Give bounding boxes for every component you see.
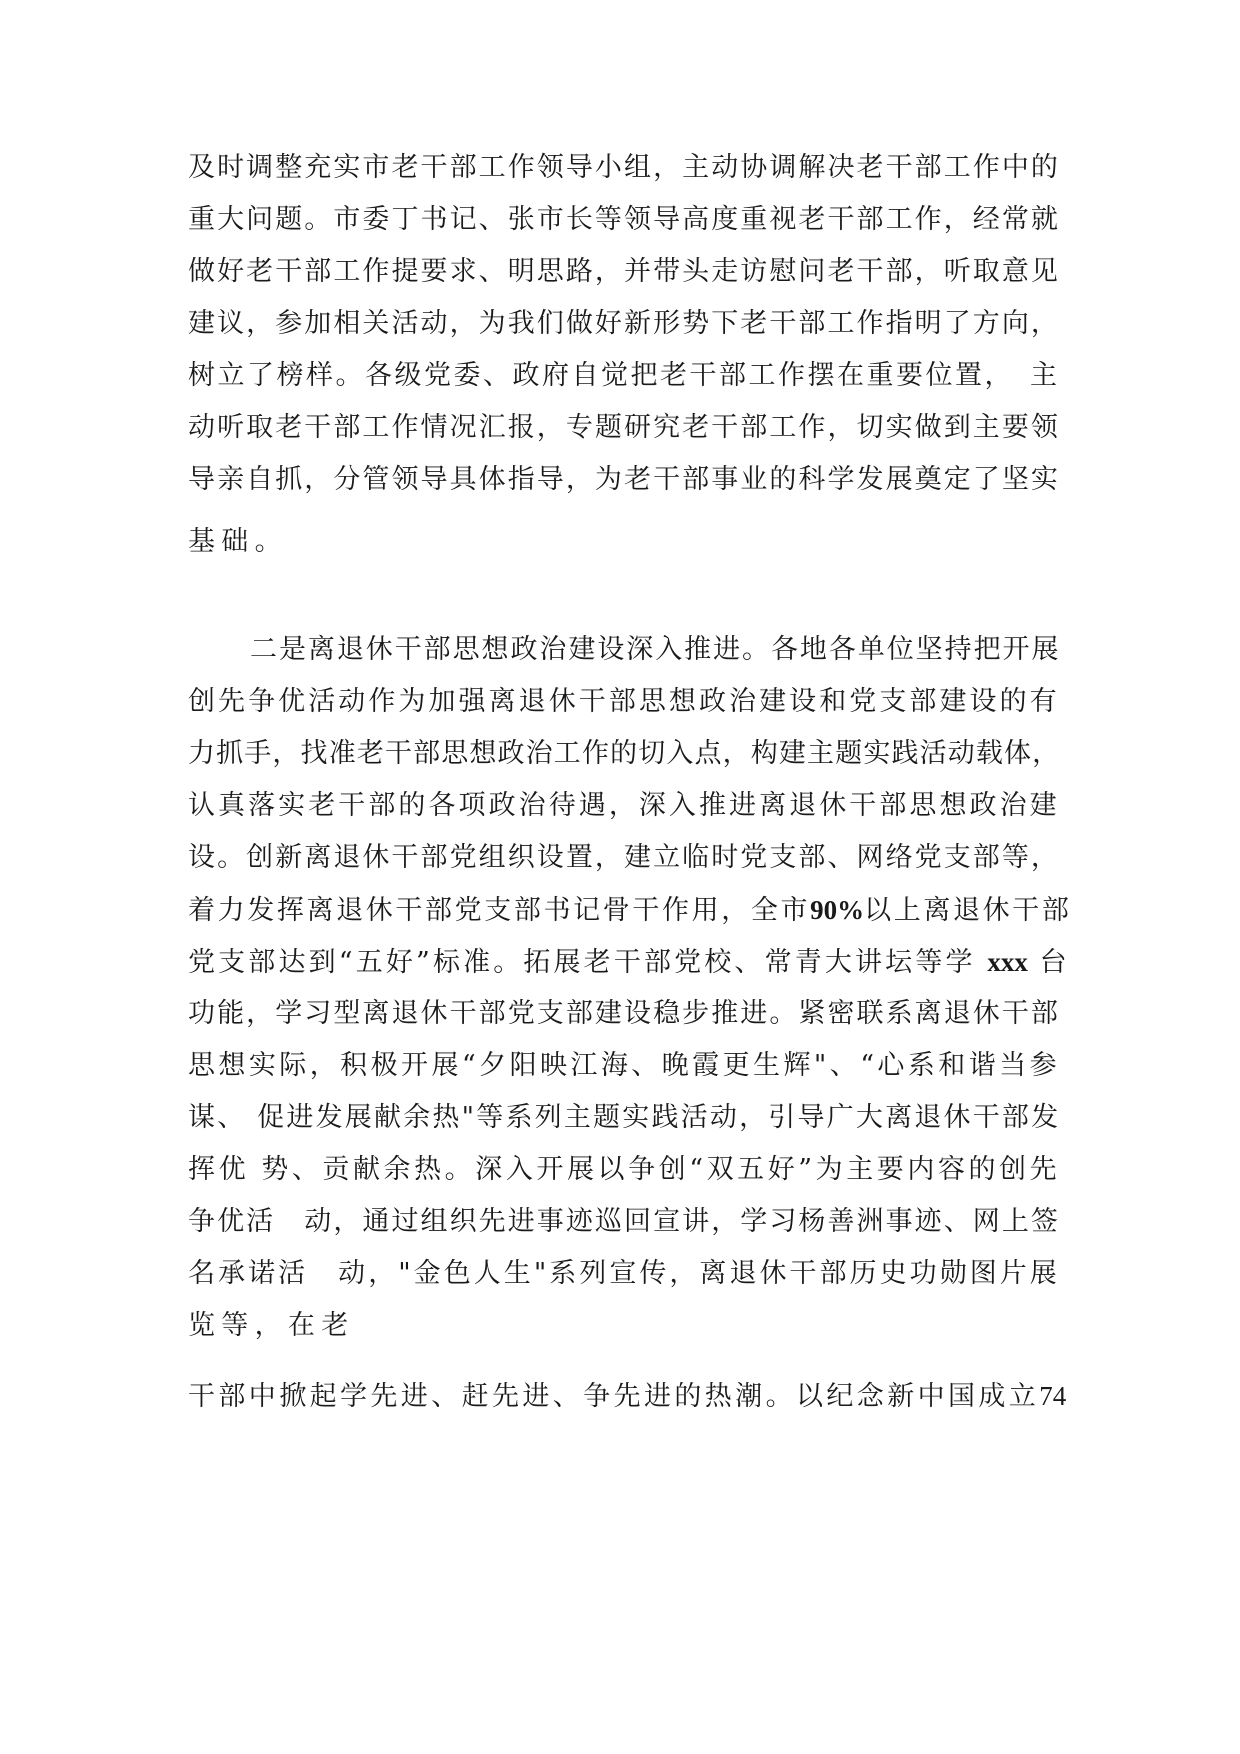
percentage-figure: 90%: [810, 895, 865, 925]
text-line: [188, 890, 1071, 931]
text-line: 及时调整充实市老干部工作领导小组，主动协调解决老干部工作中的: [188, 152, 1060, 183]
text-line: 导亲自抓，分管领导具体指导，为老干部事业的科学发展奠定了坚实: [188, 464, 1060, 495]
text-line: 动听取老干部工作情况汇报，专题研究老干部工作，切实做到主要领: [188, 412, 1060, 443]
text-line: 基础。: [188, 526, 288, 557]
text-segment: 党支部达到“五好”标准。拓展老干部党校、常青大讲坛等学: [188, 947, 988, 978]
paragraph-start-line: 二是离退休干部思想政治建设深入推进。各地各单位坚持把开展: [250, 634, 1061, 665]
text-line: 名承诺活 动，"金色人生"系列宣传，离退休干部历史功勋图片展: [188, 1258, 1060, 1289]
text-line: 重大问题。市委丁书记、张市长等领导高度重视老干部工作，经常就: [188, 204, 1060, 235]
text-line: 力抓手，找准老干部思想政治工作的切入点，构建主题实践活动载体，: [188, 738, 1061, 769]
text-line: [188, 942, 1070, 983]
text-line: 功能，学习型离退休干部党支部建设稳步推进。紧密联系离退休干部: [188, 998, 1060, 1029]
text-segment: 台: [1027, 947, 1070, 978]
text-line: 思想实际，积极开展“夕阳映江海、晚霞更生辉"、“心系和谐当参: [188, 1050, 1061, 1081]
text-line: 认真落实老干部的各项政治待遇，深入推进离退休干部思想政治建: [188, 790, 1060, 821]
text-line: 争优活 动，通过组织先进事迹巡回宣讲，学习杨善洲事迹、网上签: [188, 1206, 1060, 1237]
text-line: 谋、 促进发展献余热"等系列主题实践活动，引导广大离退休干部发: [188, 1102, 1061, 1133]
text-segment: 着力发挥离退休干部党支部书记骨干作用，全市: [188, 895, 811, 926]
text-line: 树立了榜样。各级党委、政府自觉把老干部工作摆在重要位置， 主: [188, 360, 1060, 391]
text-line: 创先争优活动作为加强离退休干部思想政治建设和党支部建设的有: [188, 686, 1060, 717]
placeholder-text: xxx: [987, 947, 1028, 977]
text-line: 设。创新离退休干部党组织设置，建立临时党支部、网络党支部等，: [188, 842, 1060, 873]
text-line: 览等，在老: [188, 1310, 355, 1341]
text-segment: 以上离退休干部: [864, 895, 1072, 926]
text-segment: 干部中掀起学先进、赶先进、争先进的热潮。以纪念新中国成立: [188, 1381, 1040, 1412]
text-line: 建议，参加相关活动，为我们做好新形势下老干部工作指明了方向，: [188, 308, 1060, 339]
number-figure: 74: [1039, 1381, 1067, 1411]
text-line: 做好老干部工作提要求、明思路，并带头走访慰问老干部，听取意见: [188, 256, 1060, 287]
text-line: 挥优 势、贡献余热。深入开展以争创“双五好”为主要内容的创先: [188, 1154, 1061, 1185]
text-line: [188, 1376, 1066, 1417]
